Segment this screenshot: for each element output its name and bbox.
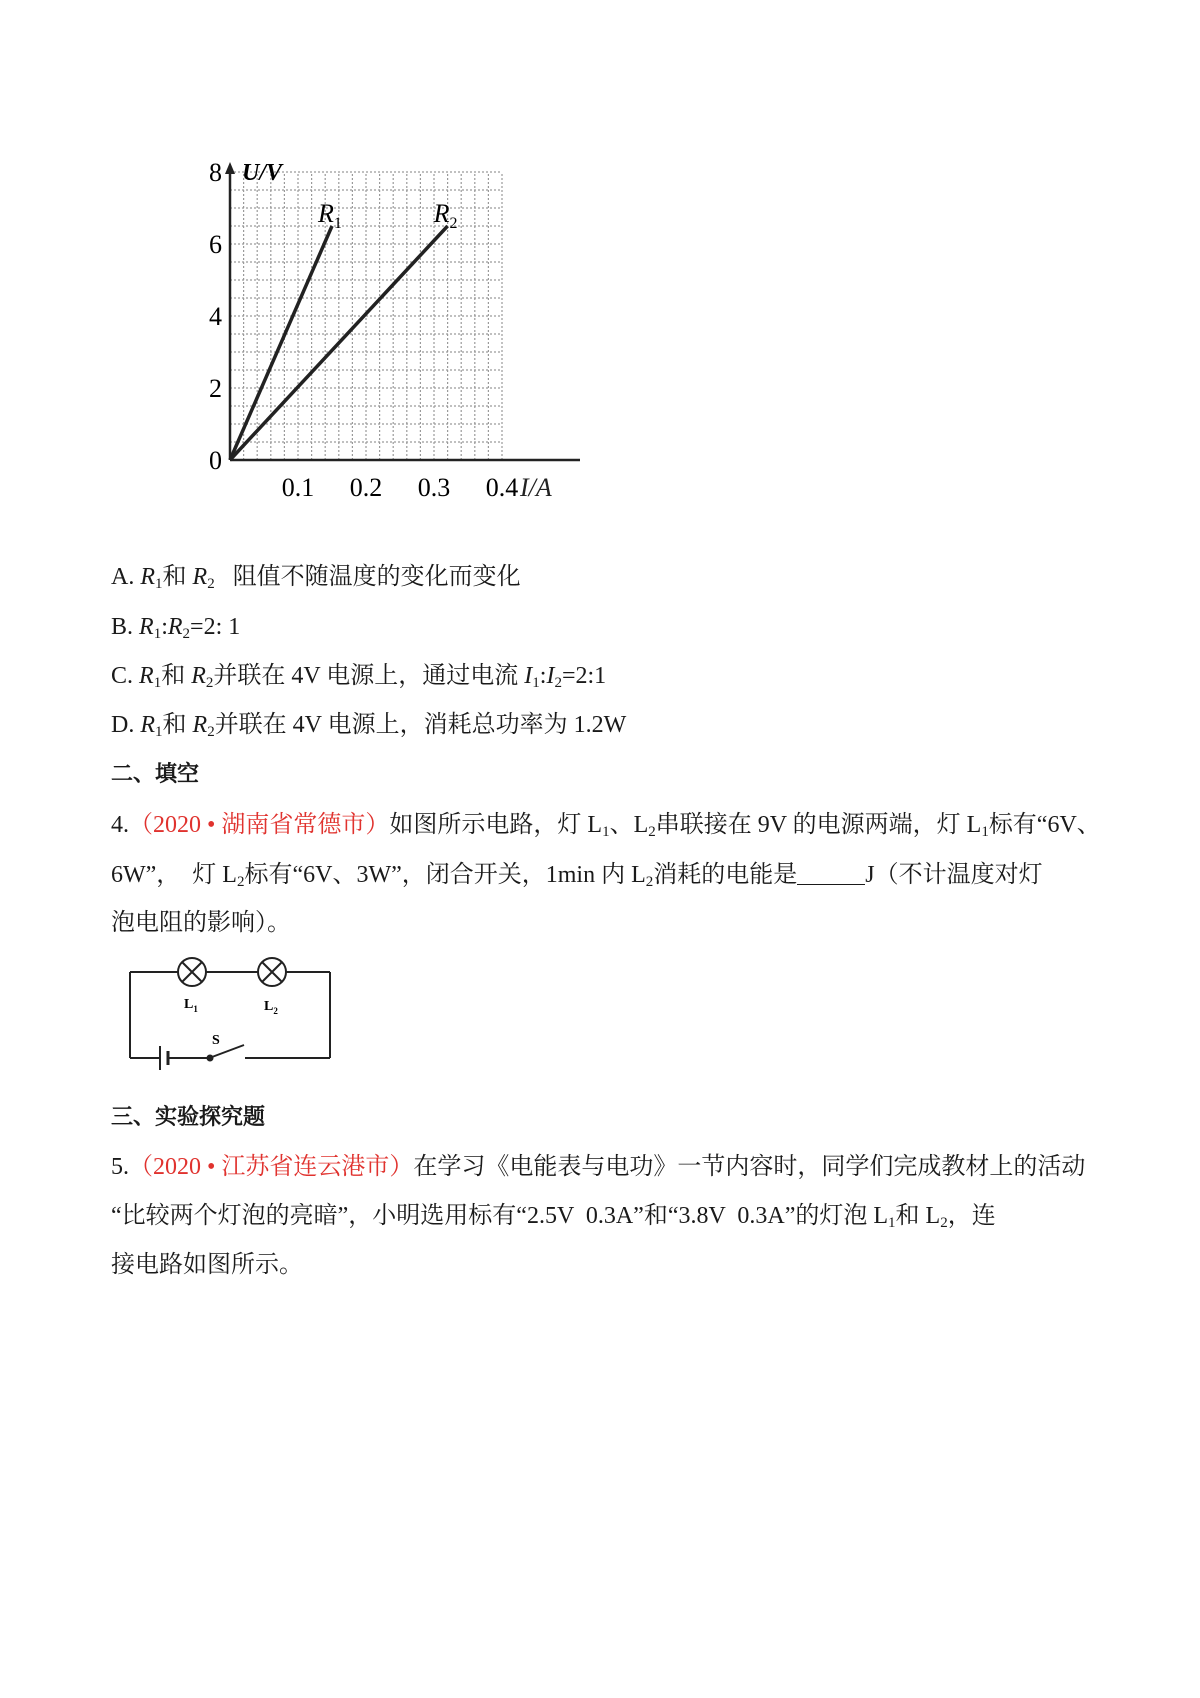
q4-line-2: 6W”， 灯 $L_2$标有“6V、3W”，闭合开关，1min 内 $L_2$消耗的电能是 J（不计温度对灯 xyxy=(111,862,1043,890)
q4-source: （2020 • 湖南省常德市） xyxy=(129,812,390,838)
answer-blank[interactable] xyxy=(797,862,865,885)
y-tick-labels xyxy=(209,160,222,475)
y-axis-arrow xyxy=(225,162,235,174)
ui-graph xyxy=(200,160,600,550)
lamp-l2-label: $L_2$ xyxy=(264,999,278,1016)
x-tick-label: 0.3 xyxy=(417,473,451,502)
x-tick-label: 0.4 xyxy=(485,473,519,502)
series-label-r1: $R_1$ xyxy=(318,199,342,232)
x-tick-label: 0.1 xyxy=(281,473,315,502)
series-line-r2 xyxy=(230,226,448,460)
option-a: A. $R_1$和 $R_2$ 阻值不随温度的变化而变化 xyxy=(111,564,521,592)
y-tick-label: 6 xyxy=(209,230,222,259)
lamp-l2-symbol xyxy=(258,958,286,986)
q5-line-2: “比较两个灯泡的亮暗”，小明选用标有“2.5V 0.3A”和“3.8V 0.3A”的灯泡 $L_1$和 $L_2$，连 xyxy=(111,1203,996,1231)
series-label-r2: $R_2$ xyxy=(433,199,458,232)
q4-line-1: 4.（2020 • 湖南省常德市）如图所示电路，灯 $L_1$、$L_2$串联接在 9V 的电源两端，灯 $L_1$标有“6V、 xyxy=(111,812,1101,840)
section-experiment-heading: 三、实验探究题 xyxy=(111,1105,266,1130)
section-fill-blank-heading: 二、填空 xyxy=(111,762,200,787)
q5-line-3: 接电路如图所示。 xyxy=(111,1252,303,1278)
circuit-diagram xyxy=(120,950,340,1075)
option-d: D. $R_1$和 $R_2$并联在 4V 电源上，消耗总功率为 1.2W xyxy=(111,712,627,740)
x-tick-labels xyxy=(282,473,519,502)
q5-line-1: 5.（2020 • 江苏省连云港市）在学习《电能表与电功》一节内容时，同学们完成教材上的活动 xyxy=(111,1154,1086,1180)
q4-line-3: 泡电阻的影响）。 xyxy=(111,910,291,936)
option-b: B. $R_1:R_2=2$: 1 xyxy=(111,614,241,642)
y-tick-label: 0 xyxy=(209,446,222,475)
option-c: C. $R_1$和 $R_2$并联在 4V 电源上，通过电流 $I_1:I_2=2:1$ xyxy=(111,663,607,691)
x-axis-label: I/A xyxy=(520,473,552,502)
x-tick-label: 0.2 xyxy=(349,473,383,502)
switch-label: S xyxy=(212,1033,220,1048)
series-line-r1 xyxy=(230,226,332,460)
y-tick-label: 2 xyxy=(209,374,222,403)
q5-source: （2020 • 江苏省连云港市） xyxy=(129,1154,414,1180)
y-tick-label: 4 xyxy=(209,302,222,331)
lamp-l1-label: $L_1$ xyxy=(184,997,198,1014)
lamp-l1-symbol xyxy=(178,958,206,986)
y-tick-label: 8 xyxy=(209,160,222,187)
y-axis-label: U/V xyxy=(242,160,283,186)
